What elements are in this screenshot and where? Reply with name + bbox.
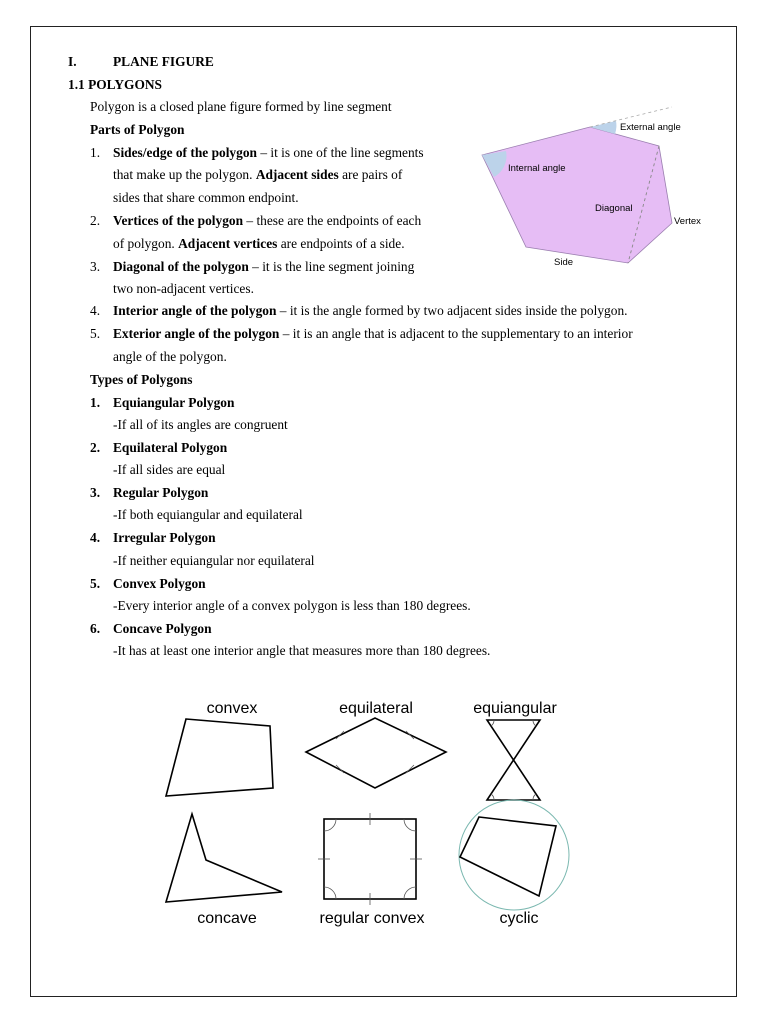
type-4-name: Irregular Polygon bbox=[113, 530, 216, 545]
regular-convex-shape bbox=[318, 813, 422, 905]
internal-angle-label: Internal angle bbox=[508, 163, 566, 174]
part-2-line-1: Vertices of the polygon – these are the endpoints of each bbox=[113, 213, 422, 228]
equiangular-label: equiangular bbox=[473, 700, 557, 717]
intro-text: Polygon is a closed plane figure formed by line segment bbox=[90, 99, 392, 114]
type-3-desc: -If both equiangular and equilateral bbox=[113, 507, 303, 522]
polygon-shape bbox=[482, 127, 672, 263]
cyclic-label: cyclic bbox=[499, 910, 539, 927]
section-numeral: I. bbox=[68, 54, 77, 69]
part-3-line-2: two non-adjacent vertices. bbox=[113, 281, 254, 296]
equilateral-shape bbox=[306, 718, 446, 788]
type-1-desc: -If all of its angles are congruent bbox=[113, 417, 288, 432]
vertex-label: Vertex bbox=[674, 216, 701, 227]
type-6-desc: -It has at least one interior angle that measures more than 180 degrees. bbox=[113, 643, 491, 658]
type-5-desc: -Every interior angle of a convex polygon is less than 180 degrees. bbox=[113, 598, 471, 613]
type-3-name: Regular Polygon bbox=[113, 485, 209, 500]
concave-label: concave bbox=[197, 910, 257, 927]
section-title: PLANE FIGURE bbox=[113, 54, 214, 69]
type-5-name: Convex Polygon bbox=[113, 576, 206, 591]
convex-label: convex bbox=[206, 700, 258, 717]
side-label: Side bbox=[554, 257, 574, 268]
part-1-line-3: sides that share common endpoint. bbox=[113, 190, 299, 205]
part-4-number: 4. bbox=[90, 303, 101, 318]
part-5-number: 5. bbox=[90, 326, 101, 341]
type-6-number: 6. bbox=[90, 621, 101, 636]
type-1-number: 1. bbox=[90, 395, 101, 410]
polygon-parts-diagram bbox=[476, 103, 712, 273]
type-4-desc: -If neither equiangular nor equilateral bbox=[113, 553, 315, 568]
part-4-line-1: Interior angle of the polygon – it is the angle formed by two adjacent sides inside the polygon. bbox=[113, 303, 628, 318]
parts-heading: Parts of Polygon bbox=[90, 122, 185, 137]
type-2-name: Equilateral Polygon bbox=[113, 440, 228, 455]
part-2-number: 2. bbox=[90, 213, 101, 228]
types-heading: Types of Polygons bbox=[90, 372, 193, 387]
type-4-number: 4. bbox=[90, 530, 101, 545]
cyclic-shape bbox=[459, 800, 569, 910]
type-2-desc: -If all sides are equal bbox=[113, 462, 226, 477]
type-1-name: Equiangular Polygon bbox=[113, 395, 235, 410]
part-1-line-1: Sides/edge of the polygon – it is one of the line segments bbox=[113, 145, 424, 160]
part-3-line-1: Diagonal of the polygon – it is the line segment joining bbox=[113, 259, 415, 274]
part-5-line-2: angle of the polygon. bbox=[113, 349, 227, 364]
subsection-title: 1.1 POLYGONS bbox=[68, 77, 163, 92]
type-3-number: 3. bbox=[90, 485, 101, 500]
diagonal-label: Diagonal bbox=[595, 203, 633, 214]
part-5-line-1: Exterior angle of the polygon – it is an angle that is adjacent to the supplementary to an interior bbox=[113, 326, 633, 341]
type-5-number: 5. bbox=[90, 576, 101, 591]
concave-shape bbox=[166, 814, 282, 902]
part-2-line-2: of polygon. Adjacent vertices are endpoints of a side. bbox=[113, 236, 405, 251]
part-1-number: 1. bbox=[90, 145, 101, 160]
convex-shape bbox=[166, 719, 273, 796]
part-1-line-2: that make up the polygon. Adjacent sides are pairs of bbox=[113, 167, 403, 182]
external-angle-label: External angle bbox=[620, 122, 681, 133]
type-6-name: Concave Polygon bbox=[113, 621, 212, 636]
part-3-number: 3. bbox=[90, 259, 101, 274]
type-2-number: 2. bbox=[90, 440, 101, 455]
regular-convex-label: regular convex bbox=[319, 910, 425, 927]
equiangular-shape bbox=[487, 720, 540, 800]
polygon-types-illustration bbox=[150, 690, 590, 940]
equilateral-label: equilateral bbox=[339, 700, 413, 717]
